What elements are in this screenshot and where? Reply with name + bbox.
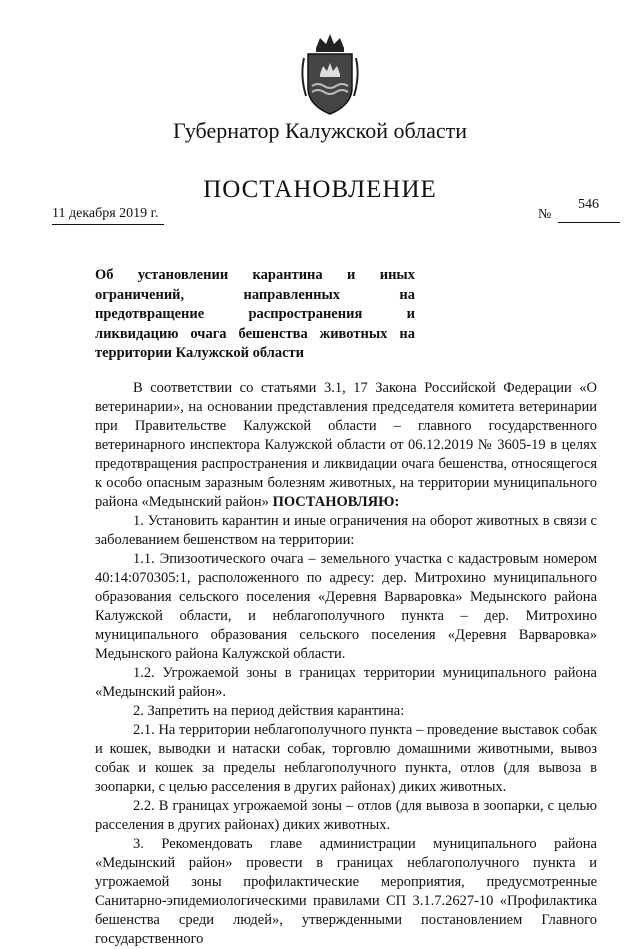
number-label: №: [538, 207, 552, 222]
document-number: 546: [578, 197, 599, 212]
document-body: [95, 379, 597, 949]
document-type: ПОСТАНОВЛЕНИЕ: [203, 176, 437, 203]
paragraph-1-2: 1.2. Угрожаемой зоны в границах территории муниципального района «Медынский район».: [95, 665, 597, 700]
intro-paragraph: В соответствии со статьями 3.1, 17 Закона Российской Федерации «О ветеринарии», на основании представления председателя комитета ветеринарии при Правительстве Калужской области – главного государственного ветеринарного инспектора Калужской области от 06.12.2019 № 3605-19 в целях предотвращения распространения и ликвидации очага бешенства, относящегося к особо опасным заразным болезням животных, на территории муниципального района «Медынский район» ПОСТАНОВЛЯЮ:: [95, 380, 597, 510]
organization-name: Губернатор Калужской области: [172, 118, 468, 143]
coat-of-arms-icon: [298, 30, 362, 118]
paragraph-1: 1. Установить карантин и иные ограничения на оборот животных в связи с заболеванием бешенством на территории:: [95, 513, 597, 548]
paragraph-1-1: 1.1. Эпизоотического очага – земельного участка с кадастровым номером 40:14:070305:1, расположенного по адресу: дер. Митрохино муниципального образования сельского поселения «Деревня Варваровка» Медынского района Калужской области, и неблагополучного пункта – дер. Митрохино муниципального образования сельского поселения «Деревня Варваровка» Медынского района Калужской области.: [95, 551, 597, 662]
document-subject: Об установлении карантина и иных ограничений, направленных на предотвращение распространения и ликвидацию очага бешенства животных на территории Калужской области: [95, 267, 415, 361]
paragraph-2-1: 2.1. На территории неблагополучного пункта – проведение выставок собак и кошек, выводки и натаски собак, торговлю домашними животными, вывоз собак и кошек за пределы неблагополучного пункта, отлов (для вывоза в зоопарки, с целью расселения в других районах) диких животных.: [95, 722, 597, 795]
number-underline: [558, 222, 620, 223]
document-date: 11 декабря 2019 г.: [52, 206, 159, 221]
date-underline: [52, 224, 164, 225]
paragraph-2: 2. Запретить на период действия карантина:: [133, 703, 405, 719]
paragraph-3: 3. Рекомендовать главе администрации муниципального района «Медынский район» провести в границах неблагополучного пункта и угрожаемой зоны профилактические мероприятия, предусмотренные Санитарно-эпидемиологическими правилами СП 3.1.7.2627-10 «Профилактика бешенства среди людей», утвержденными постановлением Главного государственного: [95, 836, 597, 947]
paragraph-2-2: 2.2. В границах угрожаемой зоны – отлов (для вывоза в зоопарки, с целью расселения в других районах) диких животных.: [95, 798, 597, 833]
decree-word: ПОСТАНОВЛЯЮ:: [272, 494, 400, 510]
